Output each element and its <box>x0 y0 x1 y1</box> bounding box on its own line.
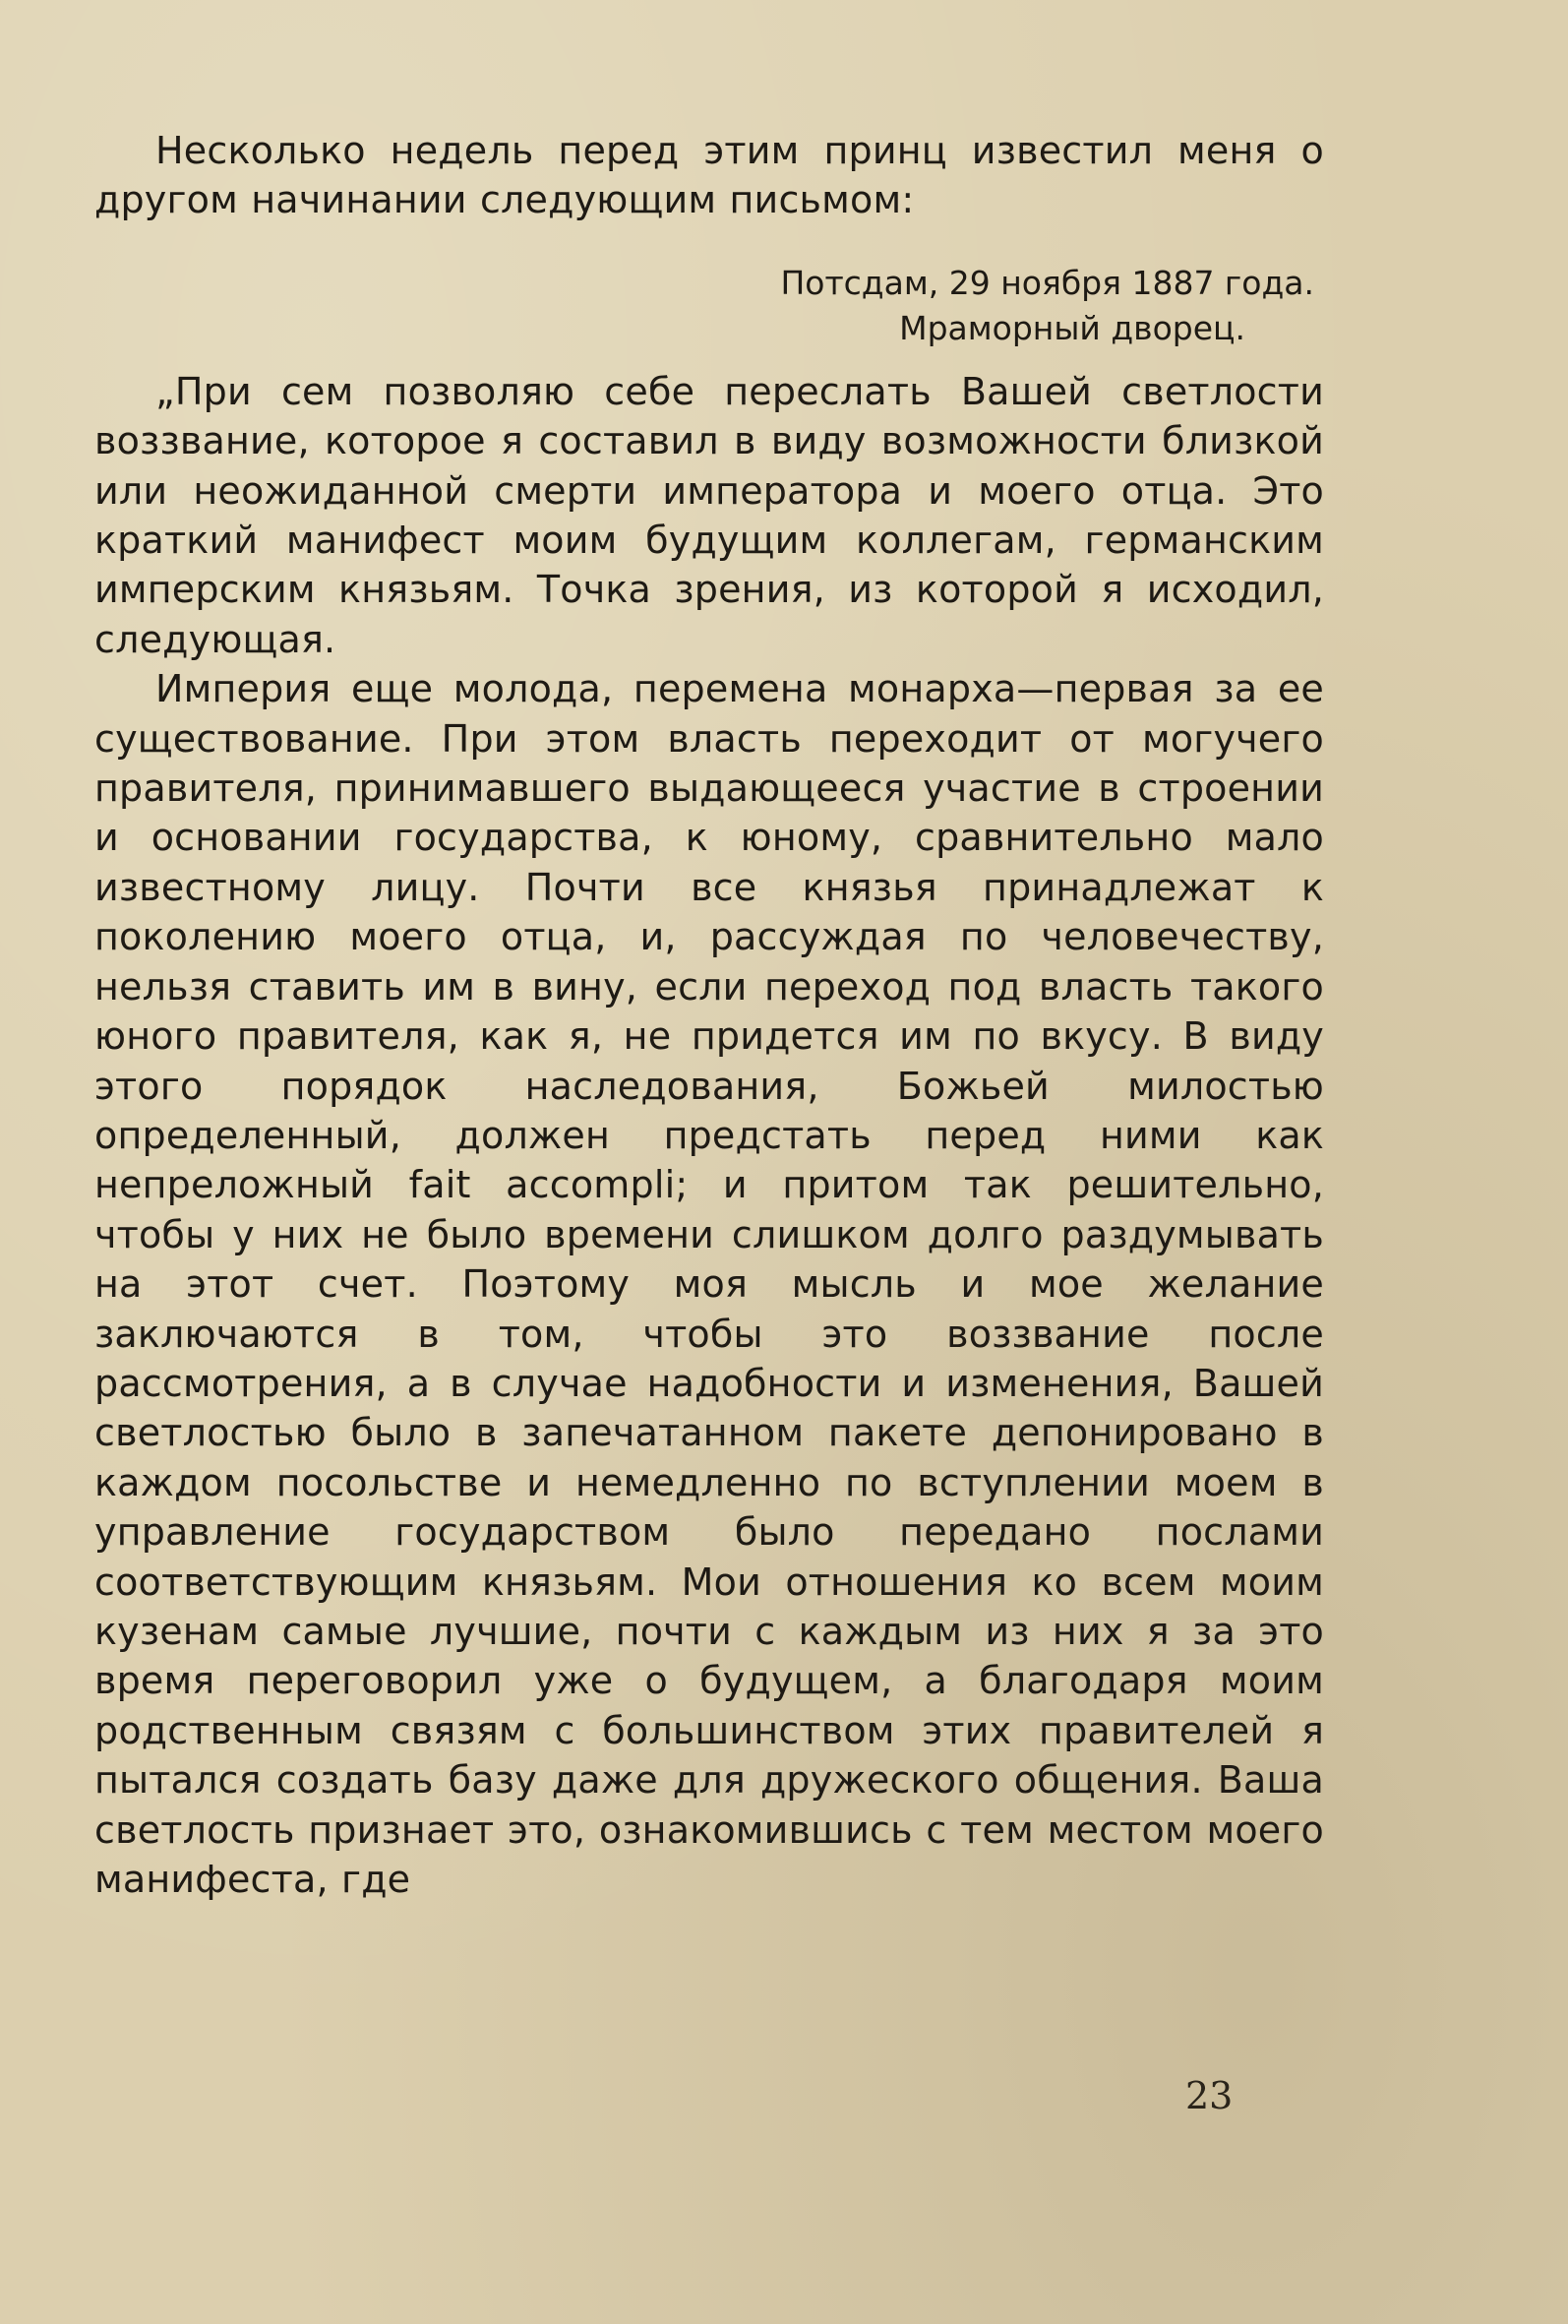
dateline-palace: Мраморный дворец. <box>899 308 1245 347</box>
body-text <box>94 126 1324 1904</box>
intro-paragraph: Несколько недель перед этим принц известил меня о другом начинании следующим письмом: <box>94 129 1324 222</box>
page-number: 23 <box>1185 2074 1234 2117</box>
letter-paragraph-2: Империя еще молода, перемена монарха—первая за ее существование. При этом власть переходит от могучего правителя, принимавшего выдающееся участие в строении и основании государства, к юному, сравнительно мало известному лицу. Почти все князья принадлежат к поколению моего отца, и, рассуждая по человечеству, нельзя ставить им в вину, если переход под власть такого юного правителя, как я, не придется им по вкусу. В виду этого порядок наследования, Божьей милостью определенный, должен предстать перед ними как непреложный fait accompli; и притом так решительно, чтобы у них не было времени слишком долго раздумывать на этот счет. Поэтому моя мысль и мое желание заключаются в том, чтобы это воззвание после рассмотрения, а в случае надобности и изменения, Вашей светлостью было в запечатанном пакете депонировано в каждом посольстве и немедленно по вступлении моем в управление государством было передано послами соответствующим князьям. Мои отношения ко всем моим кузенам самые лучшие, почти с каждым из них я за это время переговорил уже о будущем, а благодаря моим родственным связям с большинством этих правителей я пытался создать базу даже для дружеского общения. Ваша светлость признает это, ознакомившись с тем местом моего манифеста, где <box>94 667 1324 1901</box>
letter-dateline <box>94 261 1314 351</box>
letter-paragraph-1: „При сем позволяю себе переслать Вашей светлости воззвание, которое я составил в виду возможности близкой или неожиданной смерти императора и моего отца. Это краткий манифест моим будущим коллегам, германским имперским князьям. Точка зрения, из которой я исходил, следующая. <box>94 369 1324 661</box>
dateline-place-date: Потсдам, 29 ноября 1887 года. <box>780 263 1314 302</box>
